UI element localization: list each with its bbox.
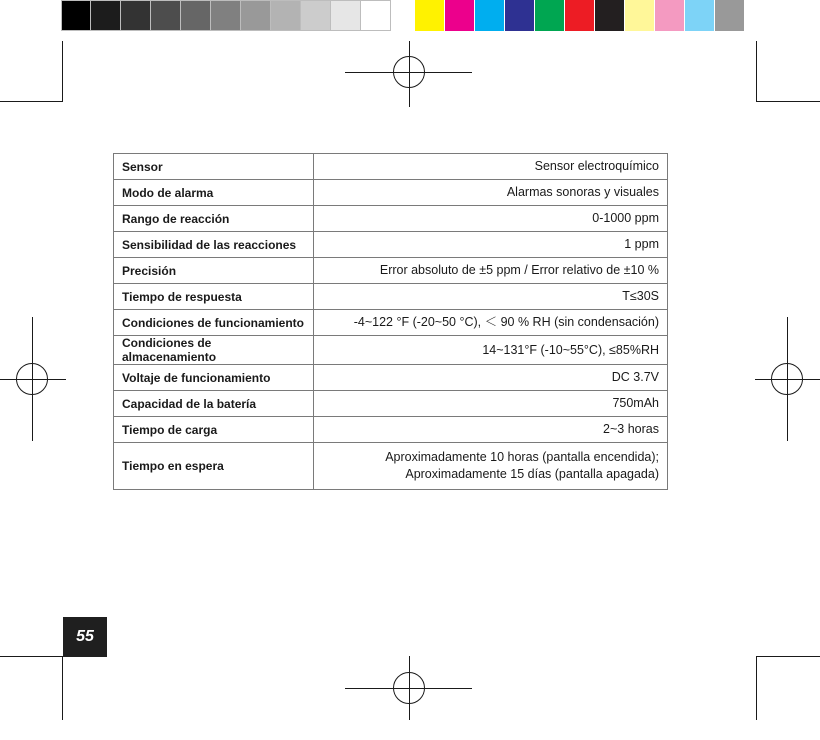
- color-swatch: [415, 0, 445, 31]
- spec-value: 2~3 horas: [314, 417, 668, 443]
- table-row: [114, 336, 668, 365]
- color-swatch: [715, 0, 745, 31]
- spec-label: Capacidad de la batería: [114, 391, 314, 417]
- color-swatch: [655, 0, 685, 31]
- crop-mark-bottom-right-h: [756, 656, 820, 657]
- color-swatch: [61, 0, 91, 31]
- crop-mark-bottom-left-h: [0, 656, 63, 657]
- color-swatch: [535, 0, 565, 31]
- process-color-bar: [415, 0, 745, 32]
- spec-value: -4~122 °F (-20~50 °C), ＜ 90 % RH (sin condensación): [314, 310, 668, 336]
- spec-value: Error absoluto de ±5 ppm / Error relativo de ±10 %: [314, 258, 668, 284]
- spec-label: Condiciones de funcionamiento: [114, 310, 314, 336]
- table-row: [114, 232, 668, 258]
- crop-mark-top-right-v: [756, 41, 757, 102]
- spec-label: Sensor: [114, 154, 314, 180]
- color-swatch: [151, 0, 181, 31]
- spec-label: Modo de alarma: [114, 180, 314, 206]
- color-swatch: [565, 0, 595, 31]
- color-swatch: [271, 0, 301, 31]
- spec-value: 1 ppm: [314, 232, 668, 258]
- spec-label: Tiempo de respuesta: [114, 284, 314, 310]
- color-swatch: [241, 0, 271, 31]
- spec-label: Voltaje de funcionamiento: [114, 365, 314, 391]
- spec-value: Alarmas sonoras y visuales: [314, 180, 668, 206]
- spec-label: Tiempo en espera: [114, 443, 314, 490]
- crop-mark-top-left-v: [62, 41, 63, 102]
- color-swatch: [685, 0, 715, 31]
- color-swatch: [211, 0, 241, 31]
- color-swatch: [475, 0, 505, 31]
- table-row: [114, 180, 668, 206]
- spec-label: Tiempo de carga: [114, 417, 314, 443]
- page-number: 55: [63, 617, 107, 657]
- table-row: [114, 154, 668, 180]
- color-swatch: [91, 0, 121, 31]
- spec-value: T≤30S: [314, 284, 668, 310]
- spec-value: DC 3.7V: [314, 365, 668, 391]
- color-swatch: [595, 0, 625, 31]
- table-row: [114, 206, 668, 232]
- spec-value: 14~131°F (-10~55°C), ≤85%RH: [314, 336, 668, 365]
- table-row: [114, 310, 668, 336]
- spec-label: Condiciones de almacenamiento: [114, 336, 314, 365]
- spec-label: Precisión: [114, 258, 314, 284]
- crop-mark-top-left-h: [0, 101, 63, 102]
- color-swatch: [505, 0, 535, 31]
- specifications-table: [113, 153, 668, 490]
- spec-value: Aproximadamente 10 horas (pantalla encendida); Aproximadamente 15 días (pantalla apagada): [314, 443, 668, 490]
- table-row: [114, 365, 668, 391]
- table-row: [114, 417, 668, 443]
- table-row: [114, 443, 668, 490]
- table-row: [114, 258, 668, 284]
- color-swatch: [361, 0, 391, 31]
- spec-label: Sensibilidad de las reacciones: [114, 232, 314, 258]
- color-swatch: [331, 0, 361, 31]
- color-swatch: [301, 0, 331, 31]
- color-swatch: [445, 0, 475, 31]
- color-swatch: [181, 0, 211, 31]
- grayscale-color-bar: [61, 0, 391, 32]
- crop-mark-bottom-left-v: [62, 656, 63, 720]
- color-swatch: [625, 0, 655, 31]
- table-row: [114, 284, 668, 310]
- spec-value: 0-1000 ppm: [314, 206, 668, 232]
- table-row: [114, 391, 668, 417]
- color-swatch: [121, 0, 151, 31]
- spec-value: 750mAh: [314, 391, 668, 417]
- crop-mark-top-right-h: [756, 101, 820, 102]
- crop-mark-bottom-right-v: [756, 656, 757, 720]
- spec-label: Rango de reacción: [114, 206, 314, 232]
- spec-value: Sensor electroquímico: [314, 154, 668, 180]
